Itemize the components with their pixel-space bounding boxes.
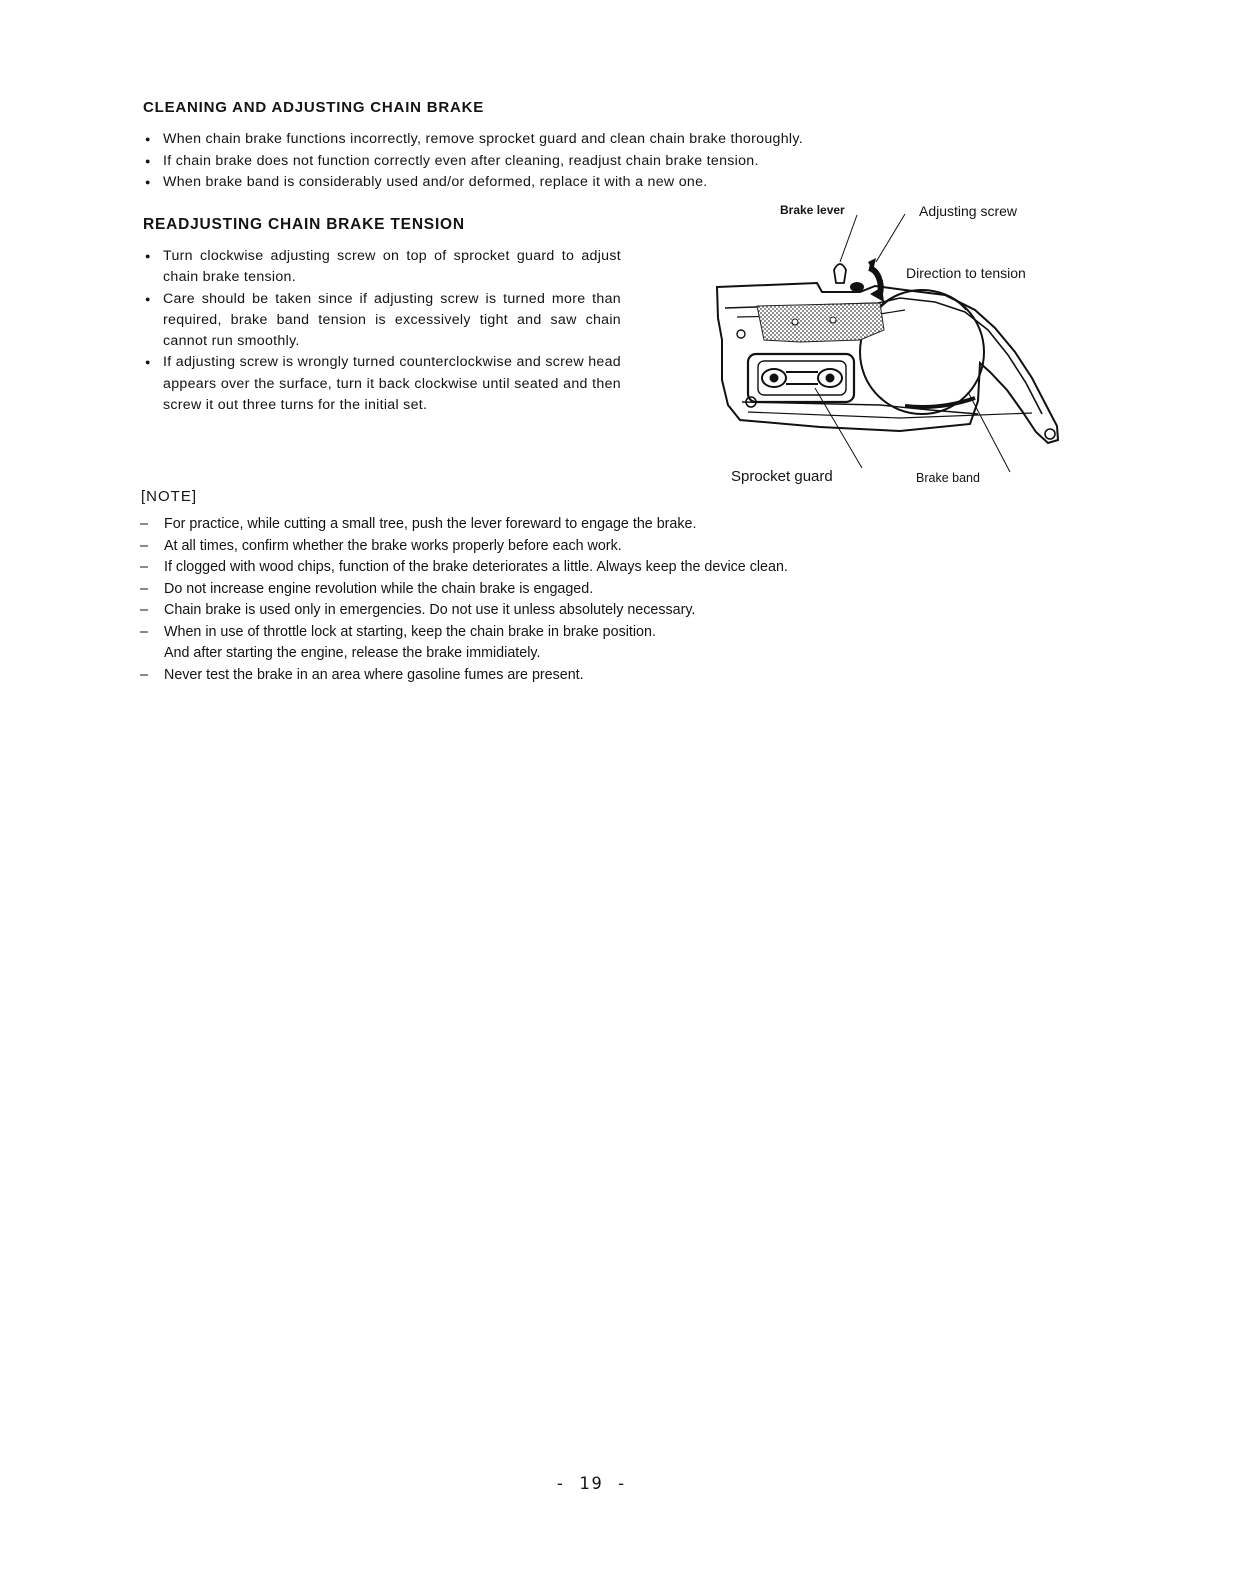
list-item: – Never test the brake in an area where gasoline fumes are present. (140, 665, 1040, 687)
list-item: – Do not increase engine revolution while the chain brake is engaged. (140, 579, 1040, 601)
list-item: ● Turn clockwise adjusting screw on top of sprocket guard to adjust chain brake tension. (143, 246, 621, 289)
list-item: ● When brake band is considerably used and/or deformed, replace it with a new one. (143, 172, 1043, 194)
figure-label-direction: Direction to tension (906, 265, 1026, 281)
list-item: – For practice, while cutting a small tree, push the lever foreward to engage the brake. (140, 514, 1040, 536)
cleaning-bullet-list (143, 129, 1043, 194)
section-title-cleaning: CLEANING AND ADJUSTING CHAIN BRAKE (143, 99, 485, 116)
page-number: - 19 - (554, 1474, 629, 1494)
section-title-readjusting: READJUSTING CHAIN BRAKE TENSION (143, 216, 465, 233)
list-item: ● If adjusting screw is wrongly turned counterclockwise and screw head appears over the surface, turn it back clockwise until seated and then screw it out three turns for the initial set. (143, 352, 621, 416)
list-item: – At all times, confirm whether the brake works properly before each work. (140, 536, 1040, 558)
list-item: – Chain brake is used only in emergencies. Do not use it unless absolutely necessary. (140, 600, 1040, 622)
list-item: ● If chain brake does not function correctly even after cleaning, readjust chain brake tension. (143, 151, 1043, 173)
figure-label-adjusting-screw: Adjusting screw (919, 203, 1018, 219)
list-item: ● When chain brake functions incorrectly, remove sprocket guard and clean chain brake thoroughly. (143, 129, 1043, 151)
note-heading: [NOTE] (141, 488, 198, 505)
list-item: – When in use of throttle lock at starting, keep the chain brake in brake position. (140, 622, 1040, 644)
list-item: And after starting the engine, release the brake immidiately. (164, 645, 541, 661)
readjusting-bullet-list (143, 246, 621, 416)
figure-label-brake-band: Brake band (916, 471, 980, 485)
list-item: – If clogged with wood chips, function of the brake deteriorates a little. Always keep the device clean. (140, 557, 1040, 579)
note-list (140, 514, 1040, 686)
list-item: ● Care should be taken since if adjusting screw is turned more than required, brake band tension is excessively tight and saw chain cannot run smoothly. (143, 289, 621, 353)
figure-label-brake-lever: Brake lever (780, 203, 845, 217)
figure-label-sprocket-guard: Sprocket guard (731, 468, 833, 485)
chain-brake-diagram (708, 198, 1070, 496)
